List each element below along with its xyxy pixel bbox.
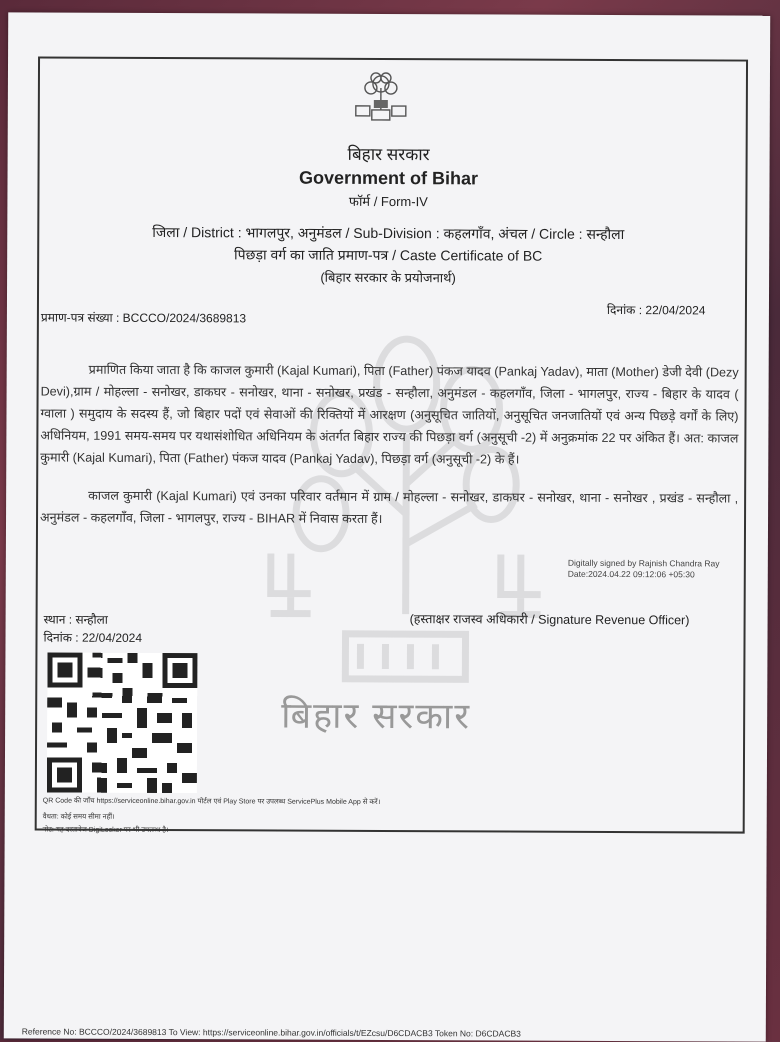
form-number: फॉर्म / Form-IV bbox=[348, 193, 428, 210]
validity-note: वैधता: कोई समय सीमा नहीं। bbox=[42, 813, 115, 821]
issue-date: दिनांक : 22/04/2024 bbox=[606, 302, 706, 318]
digital-signer: Digitally signed by Rajnish Chandra Ray bbox=[567, 557, 720, 569]
certificate-title: पिछड़ा वर्ग का जाति प्रमाण-पत्र / Caste Certificate of BC bbox=[234, 246, 543, 264]
signature-date: दिनांक : 22/04/2024 bbox=[43, 630, 143, 645]
bihar-emblem-icon bbox=[348, 70, 414, 124]
qr-verification-note: QR Code की जाँच https://serviceonline.bihar.gov.in पोर्टल एवं Play Store पर उपलब्ध ServicePlus Mobile App से करें। bbox=[42, 797, 381, 806]
hindi-title: बिहार सरकार bbox=[347, 144, 430, 165]
digital-signature-date: Date:2024.04.22 09:12:06 +05:30 bbox=[567, 568, 695, 580]
qr-code-icon bbox=[47, 653, 198, 794]
certificate-purpose: (बिहार सरकार के प्रयोजनार्थ) bbox=[320, 269, 456, 286]
digilocker-note: नोट: यह दस्तावेज DigiLocker पर भी उपलब्ध है। bbox=[42, 826, 169, 835]
english-title: Government of Bihar bbox=[298, 167, 479, 189]
certificate-paper bbox=[4, 12, 770, 1041]
certificate-body-paragraph: प्रमाणित किया जाता है कि काजल कुमारी (Kajal Kumari), पिता (Father) पंकज यादव (Pankaj Yadav), माता (Mother) डेजी देवी (Dezy Devi),ग्राम / मोहल्ला - सनोखर, डाकघर - सनोखर, थाना - सनोखर, प्रखंड - सन्हौला, अनुमंडल - कहलगाँव, जिला - भागलपुर, राज्य - बिहार के यादव ( ग्वाला ) समुदाय के सदस्य हैं, जो बिहार पदों एवं सेवाओं की रिक्तियों में आरक्षण (अनुसूचित जातियों, अनुसूचित जनजातियों एवं अन्य पिछड़े वर्गों के लिए) अधिनियम, 1991 समय-समय पर यथासंशोधित अधिनियम के अंतर्गत बिहार राज्य की पिछड़ा वर्ग (अनुसूची -2) में अनुक्रमांक 22 पर अंकित हैं। अत: काजल कुमारी (Kajal Kumari), पिता (Father) पंकज यादव (Pankaj Yadav), पिछड़ा वर्ग (अनुसूची -2) के हैं। bbox=[40, 362, 739, 467]
signature-role: (हस्ताक्षर राजस्व अधिकारी / Signature Revenue Officer) bbox=[409, 612, 690, 628]
watermark-text: बिहार सरकार bbox=[281, 694, 472, 737]
district-line: जिला / District : भागलपुर, अनुमंडल / Sub-Division : कहलगाँव, अंचल / Circle : सन्हौला bbox=[152, 223, 625, 243]
certificate-number: प्रमाण-पत्र संख्या : BCCCO/2024/3689813 bbox=[40, 310, 247, 326]
reference-footer: Reference No: BCCCO/2024/3689813 To View: https://serviceonline.bihar.gov.in/officials/t/EZcsu/D6CDACB3 Token No: D6CDACB3 bbox=[21, 1026, 521, 1039]
place-label: स्थान : सन्हौला bbox=[43, 612, 108, 627]
digital-signature bbox=[568, 558, 748, 581]
residence-paragraph: काजल कुमारी (Kajal Kumari) एवं उनका परिवार वर्तमान में ग्राम / मोहल्ला - सनोखर, डाकघर - सनोखर, थाना - सनोखर , प्रखंड - सन्हौला , अनुमंडल - कहलगाँव, जिला - भागलपुर, राज्य - BIHAR में निवास करता हैं। bbox=[40, 488, 739, 526]
